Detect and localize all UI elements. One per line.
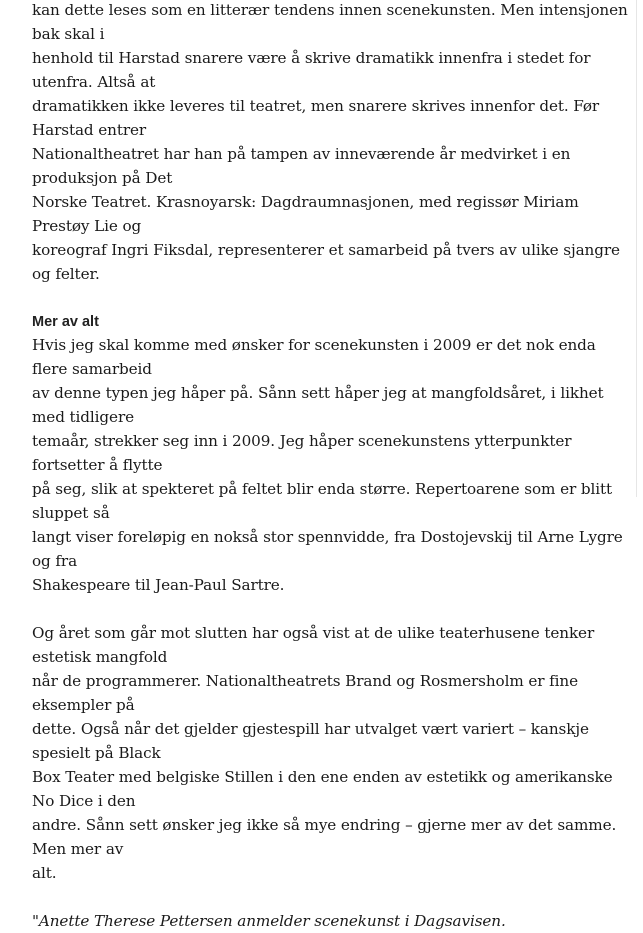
text-line: alt. xyxy=(32,864,57,882)
section-paragraph xyxy=(32,333,632,597)
text-line: langt viser foreløpig en nokså stor spennvidde, fra Dostojevskij til Arne Lygre og fra xyxy=(32,528,623,570)
text-line: temaår, strekker seg inn i 2009. Jeg håper scenekunstens ytterpunkter fortsetter å flytte xyxy=(32,432,572,474)
section-heading: Mer av alt xyxy=(32,314,99,330)
text-line: Nationaltheatret har han på tampen av inneværende år medvirket i en produksjon på Det xyxy=(32,145,571,187)
text-line: Norske Teatret. Krasnoyarsk: Dagdraumnasjonen, med regissør Miriam Prestøy Lie og xyxy=(32,193,579,235)
text-line: Shakespeare til Jean-Paul Sartre. xyxy=(32,576,285,594)
text-line: når de programmerer. Nationaltheatrets Brand og Rosmersholm er fine eksempler på xyxy=(32,672,579,714)
author-signoff: "Anette Therese Pettersen anmelder scenekunst i Dagsavisen. xyxy=(32,912,506,930)
closing-paragraph xyxy=(32,621,632,885)
text-line: Og året som går mot slutten har også vist at de ulike teaterhusene tenker estetisk mangfold xyxy=(32,624,595,666)
text-line: Box Teater med belgiske Stillen i den ene enden av estetikk og amerikanske No Dice i den xyxy=(32,768,613,810)
text-line: dette. Også når det gjelder gjestespill har utvalget vært variert – kanskje spesielt på Black xyxy=(32,720,589,762)
article-body xyxy=(32,0,632,933)
text-line: andre. Sånn sett ønsker jeg ikke så mye endring – gjerne mer av det samme. Men mer av xyxy=(32,816,617,858)
text-line: Hvis jeg skal komme med ønsker for scenekunsten i 2009 er det nok enda flere samarbeid xyxy=(32,336,596,378)
text-line: av denne typen jeg håper på. Sånn sett håper jeg at mangfoldsåret, i likhet med tidligere xyxy=(32,384,604,426)
text-line: koreograf Ingri Fiksdal, representerer et samarbeid på tvers av ulike sjangre og felter. xyxy=(32,241,620,283)
text-line: kan dette leses som en litterær tendens innen scenekunsten. Men intensjonen bak skal i xyxy=(32,1,628,43)
intro-paragraph xyxy=(32,0,632,286)
column-divider xyxy=(636,0,637,497)
text-line: henhold til Harstad snarere være å skrive dramatikk innenfra i stedet for utenfra. Altså at xyxy=(32,49,591,91)
text-line: på seg, slik at spekteret på feltet blir enda større. Repertoarene som er blitt sluppet så xyxy=(32,480,612,522)
text-line: dramatikken ikke leveres til teatret, men snarere skrives innenfor det. Før Harstad entrer xyxy=(32,97,600,139)
